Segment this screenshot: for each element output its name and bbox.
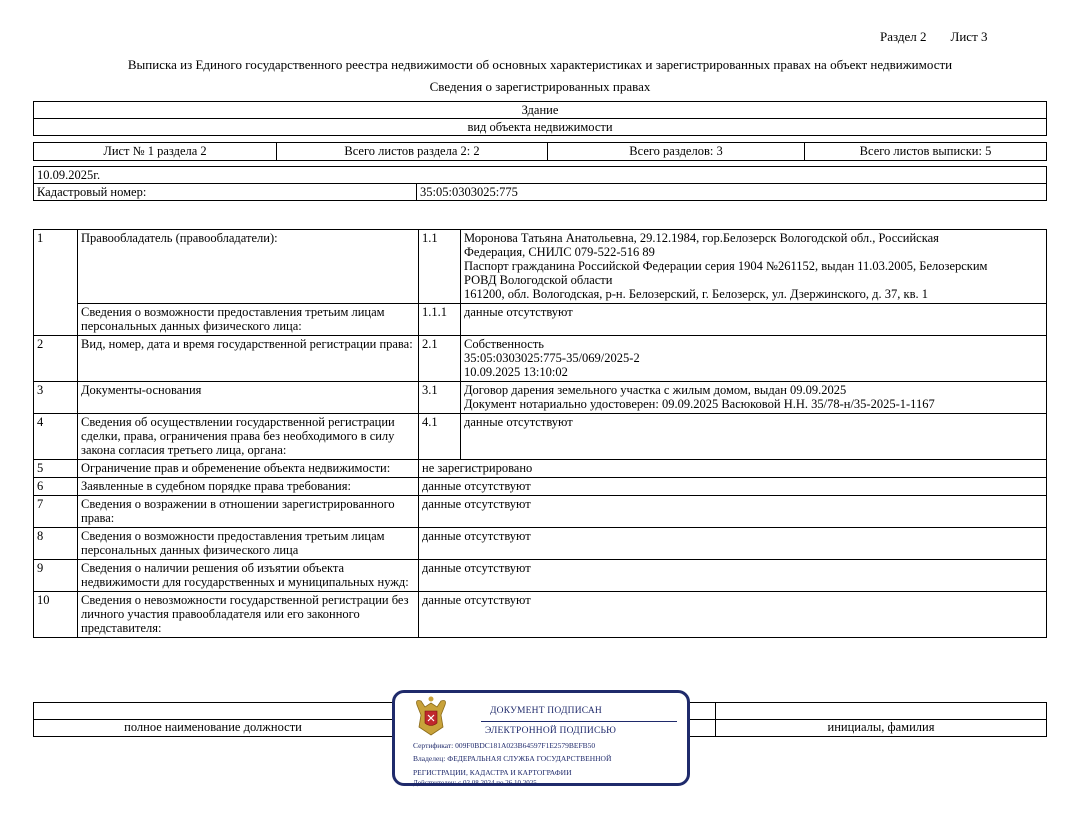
stamp-valid: Действителен: с 02.08.2024 по 26.10.2025 xyxy=(413,779,537,787)
row-value xyxy=(461,382,1047,414)
stamp-owner-1: Владелец: ФЕДЕРАЛЬНАЯ СЛУЖБА ГОСУДАРСТВЕННОЙ xyxy=(413,754,612,763)
row-value: данные отсутствуют xyxy=(419,496,1047,528)
rights-table xyxy=(33,229,1047,638)
total-sheets-extract: Всего листов выписки: 5 xyxy=(805,143,1047,161)
name-cell xyxy=(716,703,1047,720)
table-row xyxy=(34,592,1047,638)
cadastre-table xyxy=(33,166,1047,201)
row-label: Правообладатель (правообладатели): xyxy=(78,230,419,304)
row-value: не зарегистрировано xyxy=(419,460,1047,478)
value-line: 10.09.2025 13:10:02 xyxy=(464,365,568,379)
sheet-of-section: Лист № 1 раздела 2 xyxy=(34,143,277,161)
section-label: Раздел 2 xyxy=(880,29,927,44)
row-subnumber: 4.1 xyxy=(419,414,461,460)
sheets-info-table xyxy=(33,142,1047,161)
table-row xyxy=(34,496,1047,528)
value-line: Собственность xyxy=(464,337,544,351)
value-line: 35:05:0303025:775-35/069/2025-2 xyxy=(464,351,640,365)
position-cell xyxy=(34,703,393,720)
row-value: данные отсутствуют xyxy=(461,304,1047,336)
table-row xyxy=(34,304,1047,336)
table-row xyxy=(34,414,1047,460)
row-number: 9 xyxy=(34,560,78,592)
extract-date: 10.09.2025г. xyxy=(34,167,1047,184)
electronic-signature-stamp xyxy=(392,690,690,786)
row-number: 10 xyxy=(34,592,78,638)
row-label: Вид, номер, дата и время государственной регистрации права: xyxy=(78,336,419,382)
row-label: Документы-основания xyxy=(78,382,419,414)
table-row xyxy=(34,528,1047,560)
cadastral-number: 35:05:0303025:775 xyxy=(417,184,1047,201)
value-line: Моронова Татьяна Анатольевна, 29.12.1984, гор.Белозерск Вологодской обл., Российская xyxy=(464,231,939,245)
value-line: Договор дарения земельного участка с жилым домом, выдан 09.09.2025 xyxy=(464,383,847,397)
row-value xyxy=(461,230,1047,304)
row-label: Сведения о невозможности государственной регистрации без личного участия правообладателя или его законного представителя: xyxy=(78,592,419,638)
total-sheets-section: Всего листов раздела 2: 2 xyxy=(277,143,548,161)
row-subnumber: 2.1 xyxy=(419,336,461,382)
row-value xyxy=(461,336,1047,382)
row-subnumber: 1.1 xyxy=(419,230,461,304)
row-number: 4 xyxy=(34,414,78,460)
sheet-label: Лист 3 xyxy=(950,29,988,44)
row-subnumber: 3.1 xyxy=(419,382,461,414)
object-type-caption: вид объекта недвижимости xyxy=(34,119,1047,136)
page-header-right xyxy=(880,29,1012,45)
stamp-certificate: Сертификат: 009F0BDC181A023B64597F1E2579BEFB50 xyxy=(413,741,596,750)
row-label: Сведения о возможности предоставления третьим лицам персональных данных физического лица: xyxy=(78,304,419,336)
row-value: данные отсутствуют xyxy=(419,592,1047,638)
value-line: РОВД Вологодской области xyxy=(464,273,613,287)
stamp-title-2: ЭЛЕКТРОННОЙ ПОДПИСЬЮ xyxy=(485,726,617,736)
position-caption: полное наименование должности xyxy=(34,720,393,737)
row-number: 2 xyxy=(34,336,78,382)
cadastral-label: Кадастровый номер: xyxy=(34,184,417,201)
table-row xyxy=(34,382,1047,414)
stamp-owner-2: РЕГИСТРАЦИИ, КАДАСТРА И КАРТОГРАФИИ xyxy=(413,768,572,777)
row-number: 8 xyxy=(34,528,78,560)
row-label: Сведения о возможности предоставления третьим лицам персональных данных физического лица xyxy=(78,528,419,560)
coat-of-arms-icon xyxy=(413,695,449,737)
table-row xyxy=(34,560,1047,592)
row-number: 3 xyxy=(34,382,78,414)
table-row xyxy=(34,478,1047,496)
row-label: Ограничение прав и обременение объекта недвижимости: xyxy=(78,460,419,478)
row-value: данные отсутствуют xyxy=(419,528,1047,560)
object-type-table xyxy=(33,101,1047,136)
row-subnumber: 1.1.1 xyxy=(419,304,461,336)
row-value: данные отсутствуют xyxy=(419,478,1047,496)
row-value: данные отсутствуют xyxy=(419,560,1047,592)
value-line: Федерация, СНИЛС 079-522-516 89 xyxy=(464,245,655,259)
row-number: 1 xyxy=(34,230,78,336)
value-line: Документ нотариально удостоверен: 09.09.2025 Васюковой Н.Н. 35/78-н/35-2025-1-1167 xyxy=(464,397,935,411)
name-caption: инициалы, фамилия xyxy=(716,720,1047,737)
object-type: Здание xyxy=(34,102,1047,119)
row-number: 5 xyxy=(34,460,78,478)
stamp-title-1: ДОКУМЕНТ ПОДПИСАН xyxy=(490,706,602,716)
value-line: 161200, обл. Вологодская, р-н. Белозерский, г. Белозерск, ул. Дзержинского, д. 37, кв. 1 xyxy=(464,287,928,301)
row-label: Сведения об осуществлении государственной регистрации сделки, права, ограничения права без необходимого в силу закона согласия третьего лица, органа: xyxy=(78,414,419,460)
stamp-rule xyxy=(481,721,677,722)
table-row xyxy=(34,230,1047,304)
row-value: данные отсутствуют xyxy=(461,414,1047,460)
document-subtitle: Сведения о зарегистрированных правах xyxy=(429,79,651,94)
table-row xyxy=(34,336,1047,382)
table-row xyxy=(34,460,1047,478)
value-line: Паспорт гражданина Российской Федерации серия 1904 №261152, выдан 11.03.2005, Белозерским xyxy=(464,259,988,273)
row-number: 7 xyxy=(34,496,78,528)
document-title: Выписка из Единого государственного реестра недвижимости об основных характеристиках и зарегистрированных правах на объект недвижимости xyxy=(127,57,953,72)
row-label: Сведения о наличии решения об изъятии объекта недвижимости для государственных и муниципальных нужд: xyxy=(78,560,419,592)
row-number: 6 xyxy=(34,478,78,496)
total-sections: Всего разделов: 3 xyxy=(548,143,805,161)
row-label: Сведения о возражении в отношении зарегистрированного права: xyxy=(78,496,419,528)
row-label: Заявленные в судебном порядке права требования: xyxy=(78,478,419,496)
